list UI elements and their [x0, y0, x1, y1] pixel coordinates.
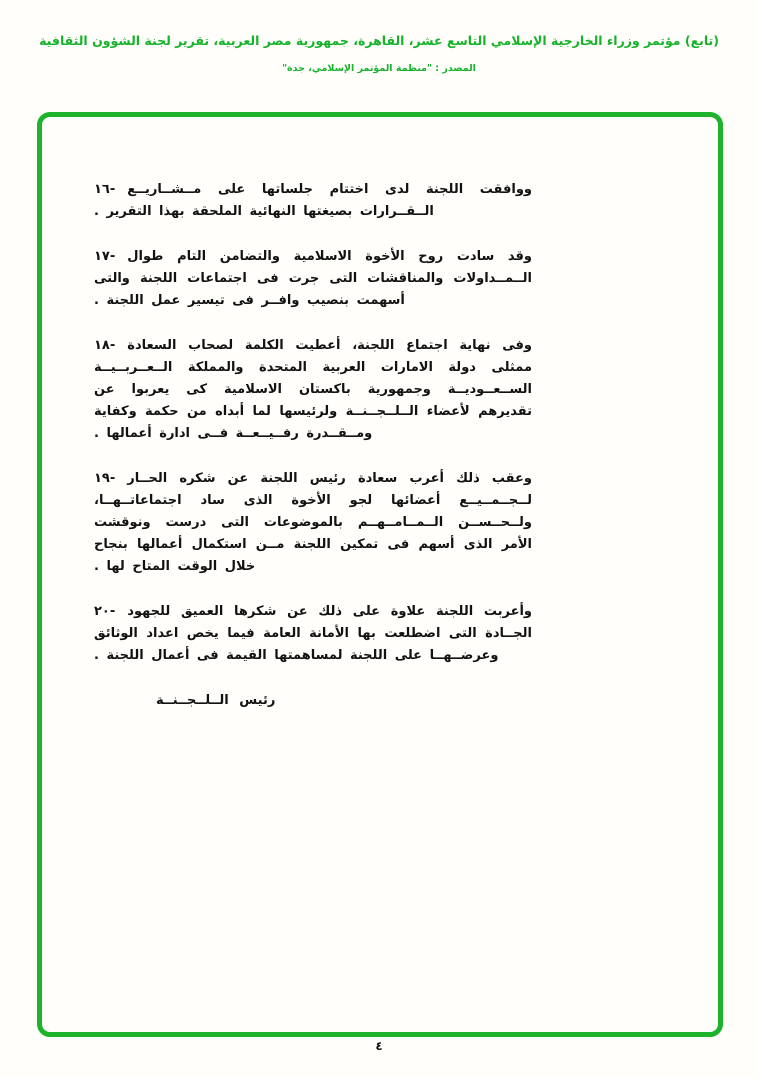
paragraph-number: ١٧- [94, 249, 116, 264]
document-header [0, 33, 758, 74]
paragraph-number: ٢٠- [94, 604, 116, 619]
paragraph-18 [94, 335, 532, 445]
paragraph-text: وعقب ذلك أعرب سعادة رئيس اللجنة عن شكره الحــار لــجــمــيــع أعضائها لجو الأخوة الذى ساد اجتماعاتــهــا، ولــحــســن الــمــامــهــم بالموضوعات التى درست ونوقشت الأمر الذى أسهم فى تمكين اللجنة مــن استكمال أعمالها بنجاح خلال الوقت المتاح لها . [94, 471, 532, 574]
paragraph-number: ١٨- [94, 338, 116, 353]
paragraph-text: وفى نهاية اجتماع اللجنة، أعطيت الكلمة لصحاب السعادة ممثلى دولة الامارات العربية المتحدة والمملكة الــعــربــيــة الســعــوديــة وجمهورية باكستان الاسلامية كى يعربوا عن تقديرهم لأعضاء الــلــجــنــة ولرئيسها لما أبداه من حكمة وكفاية ومــقــدرة رفــيــعــة فــى ادارة أعمالها . [94, 338, 532, 441]
paragraph-19 [94, 468, 532, 578]
paragraph-17 [94, 246, 532, 312]
content-frame [37, 112, 723, 1037]
paragraph-text: ووافقت اللجنة لدى اختتام جلساتها على مــشــاريــع الــقــرارات بصيغتها النهائية الملحقة بهذا التقرير . [94, 182, 532, 219]
document-body [94, 179, 532, 712]
header-source: المصدر : "منظمة المؤتمر الإسلامي، جدة" [282, 63, 476, 74]
paragraph-text: وأعربت اللجنة علاوة على ذلك عن شكرها العميق للجهود الجــادة التى اضطلعت بها الأمانة العامة فيما يخص اعداد الوثائق وعرضــهــا على اللجنة لمساهمتها القيمة فى أعمال اللجنة . [94, 604, 532, 663]
page-number: ٤ [375, 1039, 383, 1053]
paragraph-number: ١٦- [94, 182, 116, 197]
paragraph-20 [94, 601, 532, 667]
paragraph-number: ١٩- [94, 471, 116, 486]
header-title: (تابع) مؤتمر وزراء الخارجية الإسلامي التاسع عشر، القاهرة، جمهورية مصر العربية، تقرير لجنة الشؤون الثقافية [39, 33, 719, 48]
paragraph-16 [94, 179, 532, 223]
paragraph-text: وقد سادت روح الأخوة الاسلامية والتضامن التام طوال الــمــداولات والمناقشات التى جرت فى اجتماعات اللجنة والتى أسهمت بنصيب وافــر فى تيسير عمل اللجنة . [94, 249, 532, 308]
committee-chairman-signature: رئيس الــلــجــنــة [156, 693, 276, 708]
